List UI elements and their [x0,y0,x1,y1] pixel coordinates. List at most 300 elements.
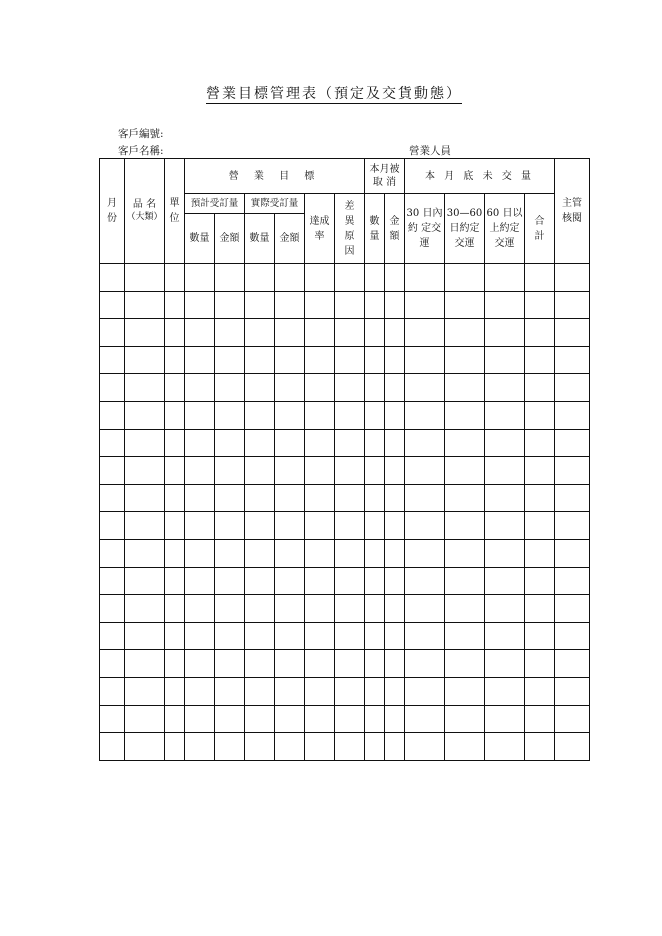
table-cell [305,512,335,540]
table-cell [185,622,215,650]
table-cell [245,319,275,347]
table-cell [365,677,385,705]
table-cell [125,595,165,623]
table-cell [405,484,445,512]
table-cell [335,512,365,540]
table-cell [125,650,165,678]
table-cell [165,622,185,650]
table-cell [525,401,555,429]
table-cell [445,374,485,402]
table-cell [245,512,275,540]
table-cell [100,622,125,650]
table-cell [555,429,590,457]
table-cell [245,567,275,595]
table-cell [245,484,275,512]
table-cell [405,429,445,457]
table-cell [100,319,125,347]
table-cell [335,264,365,292]
table-cell [525,484,555,512]
table-row [100,291,590,319]
table-cell [365,733,385,761]
table-cell [100,595,125,623]
table-cell [165,595,185,623]
table-cell [215,319,245,347]
table-row [100,264,590,292]
table-cell [275,457,305,485]
table-cell [100,346,125,374]
table-cell [245,733,275,761]
table-cell [125,374,165,402]
table-cell [485,733,525,761]
table-cell [100,705,125,733]
customer-code-label: 客戶編號: [118,128,164,140]
table-cell [385,401,405,429]
header-sales-target: 營 業 目 標 [185,159,365,194]
table-cell [100,677,125,705]
table-cell [125,484,165,512]
table-cell [335,705,365,733]
table-row [100,401,590,429]
table-cell [100,567,125,595]
table-cell [125,319,165,347]
table-cell [275,539,305,567]
table-cell [385,346,405,374]
table-cell [185,484,215,512]
table-cell [335,457,365,485]
table-cell [215,733,245,761]
table-cell [385,622,405,650]
table-cell [445,346,485,374]
table-cell [405,457,445,485]
table-cell [365,595,385,623]
table-cell [305,319,335,347]
table-cell [555,733,590,761]
table-cell [275,264,305,292]
table-cell [385,733,405,761]
table-cell [185,319,215,347]
header-variance-reason: 差異原因 [335,194,365,264]
table-cell [215,291,245,319]
table-cell [100,429,125,457]
table-cell [555,650,590,678]
table-cell [275,595,305,623]
table-cell [485,374,525,402]
table-cell [215,677,245,705]
table-cell [245,595,275,623]
table-cell [125,264,165,292]
header-over-60-days: 60 日以上約定交運 [485,194,525,264]
table-cell [405,512,445,540]
table-cell [185,733,215,761]
table-cell [245,401,275,429]
table-cell [335,622,365,650]
table-cell [525,622,555,650]
table-cell [275,374,305,402]
table-cell [215,705,245,733]
table-cell [445,705,485,733]
table-cell [385,512,405,540]
table-cell [185,595,215,623]
table-cell [525,650,555,678]
header-actual-orders: 實際受訂量 [245,194,305,214]
table-cell [335,677,365,705]
table-cell [385,457,405,485]
table-cell [525,677,555,705]
table-cell [245,539,275,567]
table-cell [185,512,215,540]
table-row [100,705,590,733]
header-manager-review: 主管核閱 [555,159,590,264]
table-cell [275,291,305,319]
table-cell [365,264,385,292]
header-unshipped: 本 月 底 未 交 量 [405,159,555,194]
header-total: 合計 [525,194,555,264]
table-cell [485,567,525,595]
table-cell [215,595,245,623]
table-cell [165,264,185,292]
table-cell [165,484,185,512]
header-month: 月份 [100,159,125,264]
table-cell [305,484,335,512]
table-cell [445,512,485,540]
table-cell [215,429,245,457]
table-cell [385,567,405,595]
table-cell [185,264,215,292]
table-row [100,595,590,623]
table-row [100,733,590,761]
table-cell [555,567,590,595]
table-cell [385,484,405,512]
table-cell [245,705,275,733]
table-cell [405,346,445,374]
table-cell [165,539,185,567]
table-cell [305,650,335,678]
table-cell [215,650,245,678]
table-row [100,512,590,540]
table-cell [305,401,335,429]
table-cell [445,484,485,512]
table-cell [165,457,185,485]
table-cell [555,595,590,623]
table-row [100,539,590,567]
header-item-name: 品 名 （大類） [125,159,165,264]
table-cell [335,567,365,595]
table-cell [385,264,405,292]
table-cell [215,401,245,429]
customer-name-label: 客戶名稱: [118,145,164,157]
table-cell [100,512,125,540]
table-cell [185,429,215,457]
table-cell [555,374,590,402]
table-cell [445,677,485,705]
table-cell [525,595,555,623]
table-cell [185,705,215,733]
header-cancel-qty: 數量 [365,194,385,264]
table-cell [335,291,365,319]
table-cell [185,291,215,319]
table-cell [275,622,305,650]
table-cell [335,539,365,567]
table-cell [525,733,555,761]
header-actual-amt: 金額 [275,214,305,264]
table-cell [245,677,275,705]
header-30-60-days: 30—60日約定交運 [445,194,485,264]
table-cell [405,705,445,733]
table-row [100,374,590,402]
table-row [100,457,590,485]
table-cell [485,595,525,623]
table-cell [215,539,245,567]
table-cell [165,733,185,761]
table-cell [245,291,275,319]
sales-target-table [99,158,590,761]
table-cell [305,429,335,457]
table-cell [215,346,245,374]
table-row [100,346,590,374]
table-cell [305,264,335,292]
table-cell [335,733,365,761]
table-cell [445,319,485,347]
table-row [100,429,590,457]
header-achievement-rate: 達成率 [305,194,335,264]
table-cell [485,264,525,292]
table-cell [125,622,165,650]
table-cell [165,429,185,457]
table-cell [485,401,525,429]
table-cell [485,429,525,457]
table-cell [125,346,165,374]
table-cell [275,401,305,429]
table-cell [335,346,365,374]
table-cell [385,291,405,319]
table-cell [245,264,275,292]
table-cell [165,567,185,595]
table-cell [245,457,275,485]
table-cell [275,346,305,374]
table-cell [525,319,555,347]
table-cell [125,429,165,457]
table-cell [305,291,335,319]
table-cell [100,291,125,319]
table-cell [365,401,385,429]
table-cell [485,650,525,678]
table-cell [385,319,405,347]
table-cell [275,567,305,595]
table-cell [555,264,590,292]
table-cell [445,567,485,595]
table-cell [405,291,445,319]
header-within-30-days: 30 日內約 定交 運 [405,194,445,264]
table-cell [100,264,125,292]
table-cell [385,650,405,678]
table-cell [335,650,365,678]
table-cell [365,291,385,319]
table-cell [215,457,245,485]
table-cell [305,705,335,733]
table-cell [215,264,245,292]
table-row [100,622,590,650]
table-cell [385,429,405,457]
table-cell [405,539,445,567]
table-cell [405,264,445,292]
table-cell [485,319,525,347]
table-cell [445,457,485,485]
table-cell [275,733,305,761]
table-cell [405,677,445,705]
table-cell [555,291,590,319]
table-cell [275,650,305,678]
header-planned-orders: 預計受訂量 [185,194,245,214]
table-cell [125,733,165,761]
table-cell [125,512,165,540]
table-cell [365,567,385,595]
header-unit: 單位 [165,159,185,264]
table-cell [165,291,185,319]
table-cell [185,567,215,595]
table-cell [245,429,275,457]
table-cell [305,677,335,705]
table-cell [275,512,305,540]
table-cell [365,429,385,457]
table-cell [125,567,165,595]
table-cell [125,539,165,567]
table-cell [385,677,405,705]
table-cell [445,264,485,292]
table-cell [305,622,335,650]
table-cell [365,539,385,567]
table-cell [405,401,445,429]
table-cell [405,650,445,678]
table-cell [165,650,185,678]
table-cell [215,512,245,540]
table-cell [275,484,305,512]
table-cell [525,705,555,733]
table-cell [365,457,385,485]
table-cell [525,429,555,457]
table-cell [215,622,245,650]
table-cell [365,346,385,374]
table-cell [485,291,525,319]
table-cell [405,595,445,623]
table-cell [445,595,485,623]
table-cell [100,374,125,402]
header-planned-amt: 金額 [215,214,245,264]
table-cell [165,512,185,540]
table-row [100,677,590,705]
table-cell [525,346,555,374]
table-cell [215,374,245,402]
header-actual-qty: 數量 [245,214,275,264]
table-cell [525,457,555,485]
table-cell [165,319,185,347]
table-cell [365,319,385,347]
table-cell [185,539,215,567]
table-cell [305,567,335,595]
table-cell [445,401,485,429]
table-cell [185,346,215,374]
table-cell [385,374,405,402]
table-cell [165,401,185,429]
table-cell [125,401,165,429]
table-cell [445,291,485,319]
table-cell [555,484,590,512]
header-monthly-cancel: 本月被取 消 [365,159,405,194]
sales-person-label: 營業人員 [409,145,451,157]
table-cell [100,457,125,485]
table-cell [275,677,305,705]
table-row [100,484,590,512]
table-cell [485,346,525,374]
table-cell [385,595,405,623]
table-cell [555,677,590,705]
table-cell [335,401,365,429]
table-cell [185,457,215,485]
table-cell [305,595,335,623]
table-cell [365,705,385,733]
table-cell [275,429,305,457]
table-cell [365,484,385,512]
table-cell [485,512,525,540]
table-cell [485,457,525,485]
table-cell [165,677,185,705]
table-cell [335,595,365,623]
table-cell [525,539,555,567]
table-cell [365,650,385,678]
table-cell [485,705,525,733]
table-cell [305,346,335,374]
table-cell [185,677,215,705]
table-cell [485,622,525,650]
table-cell [365,512,385,540]
table-cell [125,677,165,705]
table-cell [485,539,525,567]
table-cell [305,539,335,567]
table-cell [100,401,125,429]
table-cell [555,512,590,540]
table-cell [555,539,590,567]
table-row [100,650,590,678]
table-cell [125,705,165,733]
table-cell [185,401,215,429]
table-cell [555,457,590,485]
table-cell [555,346,590,374]
table-cell [275,705,305,733]
table-cell [125,457,165,485]
table-cell [165,374,185,402]
table-cell [245,622,275,650]
table-cell [405,319,445,347]
table-cell [525,512,555,540]
table-cell [525,567,555,595]
table-row [100,567,590,595]
table-cell [555,401,590,429]
table-cell [335,429,365,457]
table-cell [185,374,215,402]
table-cell [525,264,555,292]
table-cell [100,539,125,567]
table-cell [555,705,590,733]
table-cell [305,733,335,761]
table-cell [485,677,525,705]
table-cell [245,650,275,678]
table-cell [215,484,245,512]
table-cell [385,539,405,567]
table-cell [245,346,275,374]
table-cell [100,484,125,512]
table-cell [405,567,445,595]
table-cell [525,374,555,402]
table-cell [165,346,185,374]
